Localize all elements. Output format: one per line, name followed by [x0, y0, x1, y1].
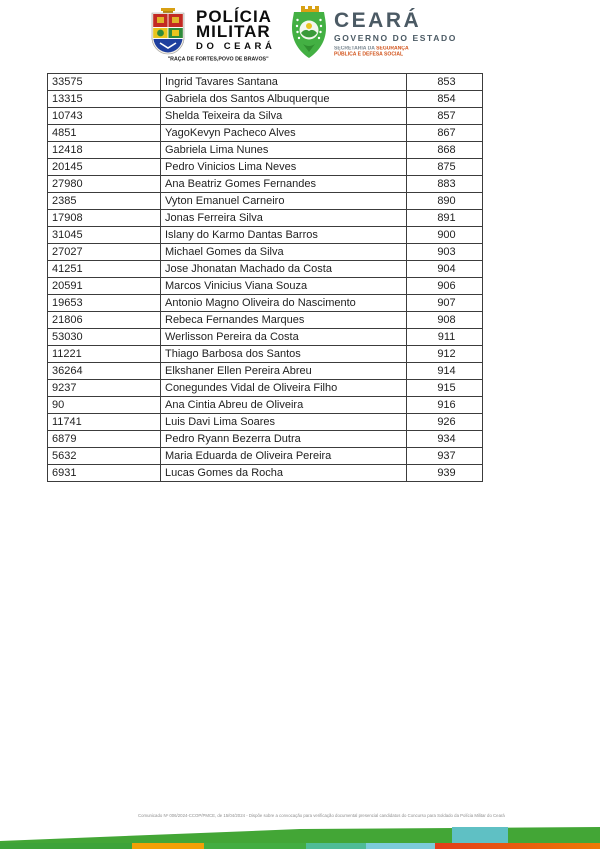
candidate-id: 20145	[48, 159, 161, 176]
candidate-id: 36264	[48, 363, 161, 380]
table-row	[48, 414, 483, 431]
candidate-id: 13315	[48, 91, 161, 108]
candidate-number: 907	[407, 295, 483, 312]
candidate-name: Vyton Emanuel Carneiro	[161, 193, 407, 210]
table-row	[48, 329, 483, 346]
candidate-number: 908	[407, 312, 483, 329]
candidate-name: Gabriela dos Santos Albuquerque	[161, 91, 407, 108]
candidate-id: 11221	[48, 346, 161, 363]
candidate-id: 19653	[48, 295, 161, 312]
candidate-number: 900	[407, 227, 483, 244]
table-row	[48, 176, 483, 193]
candidate-number: 867	[407, 125, 483, 142]
candidate-name: Lucas Gomes da Rocha	[161, 465, 407, 482]
table-row	[48, 261, 483, 278]
table-row	[48, 278, 483, 295]
table-row	[48, 108, 483, 125]
pmce-title-line3: DO CEARÁ	[196, 41, 276, 52]
candidate-number: 890	[407, 193, 483, 210]
candidate-number: 916	[407, 397, 483, 414]
table-row	[48, 193, 483, 210]
candidate-id: 9237	[48, 380, 161, 397]
footer-notice: Comunicado Nº 006/2024-CCOP/PMCE, de 15/04/2024 - Dispõe sobre a convocação para verificação documental presencial candidatos do Concurso para Soldado da Polícia Militar do Ceará	[138, 813, 505, 818]
candidate-name: Jose Jhonatan Machado da Costa	[161, 261, 407, 278]
candidate-number: 934	[407, 431, 483, 448]
candidate-id: 20591	[48, 278, 161, 295]
candidate-id: 53030	[48, 329, 161, 346]
ceara-shield-icon	[288, 6, 330, 62]
candidate-number: 875	[407, 159, 483, 176]
table-row	[48, 295, 483, 312]
pmce-wordmark	[196, 7, 288, 52]
footer-banner	[0, 826, 600, 849]
candidate-id: 12418	[48, 142, 161, 159]
candidate-table	[47, 73, 483, 482]
candidate-id: 27027	[48, 244, 161, 261]
candidate-id: 90	[48, 397, 161, 414]
candidate-number: 914	[407, 363, 483, 380]
candidate-name: Pedro Ryann Bezerra Dutra	[161, 431, 407, 448]
table-row	[48, 142, 483, 159]
candidate-number: 915	[407, 380, 483, 397]
state-title: CEARÁ	[334, 9, 422, 32]
table-row	[48, 465, 483, 482]
header	[0, 0, 600, 70]
pmce-title-line2: MILITAR	[196, 21, 271, 41]
table-row	[48, 125, 483, 142]
candidate-number: 911	[407, 329, 483, 346]
secretaria-prefix: SECRETARIA DA	[334, 46, 377, 52]
candidate-table-body	[48, 74, 483, 482]
candidate-name: Islany do Karmo Dantas Barros	[161, 227, 407, 244]
table-row	[48, 346, 483, 363]
candidate-id: 21806	[48, 312, 161, 329]
candidate-id: 27980	[48, 176, 161, 193]
candidate-name: Werlisson Pereira da Costa	[161, 329, 407, 346]
table-row	[48, 227, 483, 244]
candidate-name: Michael Gomes da Silva	[161, 244, 407, 261]
candidate-id: 4851	[48, 125, 161, 142]
table-row	[48, 244, 483, 261]
candidate-id: 10743	[48, 108, 161, 125]
candidate-id: 11741	[48, 414, 161, 431]
candidate-number: 939	[407, 465, 483, 482]
state-secretaria	[334, 46, 422, 57]
table-row	[48, 159, 483, 176]
table-row	[48, 380, 483, 397]
candidate-number: 857	[407, 108, 483, 125]
pmce-crest-icon	[145, 8, 191, 56]
candidate-number: 853	[407, 74, 483, 91]
ceara-state-logo	[288, 6, 456, 66]
candidate-number: 891	[407, 210, 483, 227]
candidate-name: Pedro Vinicios Lima Neves	[161, 159, 407, 176]
candidate-name: Gabriela Lima Nunes	[161, 142, 407, 159]
candidate-number: 868	[407, 142, 483, 159]
candidate-id: 33575	[48, 74, 161, 91]
pmce-motto: "RAÇA DE FORTES,POVO DE BRAVOS"	[167, 56, 269, 62]
candidate-number: 926	[407, 414, 483, 431]
candidate-number: 854	[407, 91, 483, 108]
candidate-name: Conegundes Vidal de Oliveira Filho	[161, 380, 407, 397]
candidate-number: 903	[407, 244, 483, 261]
candidate-id: 41251	[48, 261, 161, 278]
candidate-number: 906	[407, 278, 483, 295]
banner-teal-block	[452, 827, 508, 843]
candidate-name: Ana Cintia Abreu de Oliveira	[161, 397, 407, 414]
secretaria-line2: PÚBLICA E DEFESA SOCIAL	[334, 51, 404, 57]
table-row	[48, 397, 483, 414]
candidate-id: 31045	[48, 227, 161, 244]
candidate-name: Rebeca Fernandes Marques	[161, 312, 407, 329]
banner-color-strip	[0, 843, 600, 849]
table-row	[48, 431, 483, 448]
candidate-id: 6931	[48, 465, 161, 482]
candidate-name: Elkshaner Ellen Pereira Abreu	[161, 363, 407, 380]
state-subtitle: GOVERNO DO ESTADO	[334, 33, 457, 43]
candidate-name: Marcos Vinicius Viana Souza	[161, 278, 407, 295]
candidate-name: Maria Eduarda de Oliveira Pereira	[161, 448, 407, 465]
candidate-name: Thiago Barbosa dos Santos	[161, 346, 407, 363]
table-row	[48, 363, 483, 380]
pmce-logo	[143, 7, 288, 65]
table-row	[48, 91, 483, 108]
candidate-id: 6879	[48, 431, 161, 448]
candidate-number: 904	[407, 261, 483, 278]
candidate-number: 883	[407, 176, 483, 193]
table-row	[48, 448, 483, 465]
candidate-name: YagoKevyn Pacheco Alves	[161, 125, 407, 142]
candidate-name: Antonio Magno Oliveira do Nascimento	[161, 295, 407, 312]
candidate-name: Shelda Teixeira da Silva	[161, 108, 407, 125]
state-wordmark	[334, 10, 456, 61]
candidate-name: Jonas Ferreira Silva	[161, 210, 407, 227]
candidate-number: 937	[407, 448, 483, 465]
candidate-name: Ingrid Tavares Santana	[161, 74, 407, 91]
candidate-number: 912	[407, 346, 483, 363]
table-row	[48, 74, 483, 91]
secretaria-highlight: SEGURANÇA	[376, 46, 409, 52]
table-row	[48, 312, 483, 329]
pmce-title-line1: POLÍCIA	[196, 7, 272, 26]
table-row	[48, 210, 483, 227]
candidate-id: 2385	[48, 193, 161, 210]
candidate-id: 5632	[48, 448, 161, 465]
candidate-name: Luis Davi Lima Soares	[161, 414, 407, 431]
candidate-name: Ana Beatriz Gomes Fernandes	[161, 176, 407, 193]
banner-green-wedge	[0, 826, 600, 843]
candidate-id: 17908	[48, 210, 161, 227]
